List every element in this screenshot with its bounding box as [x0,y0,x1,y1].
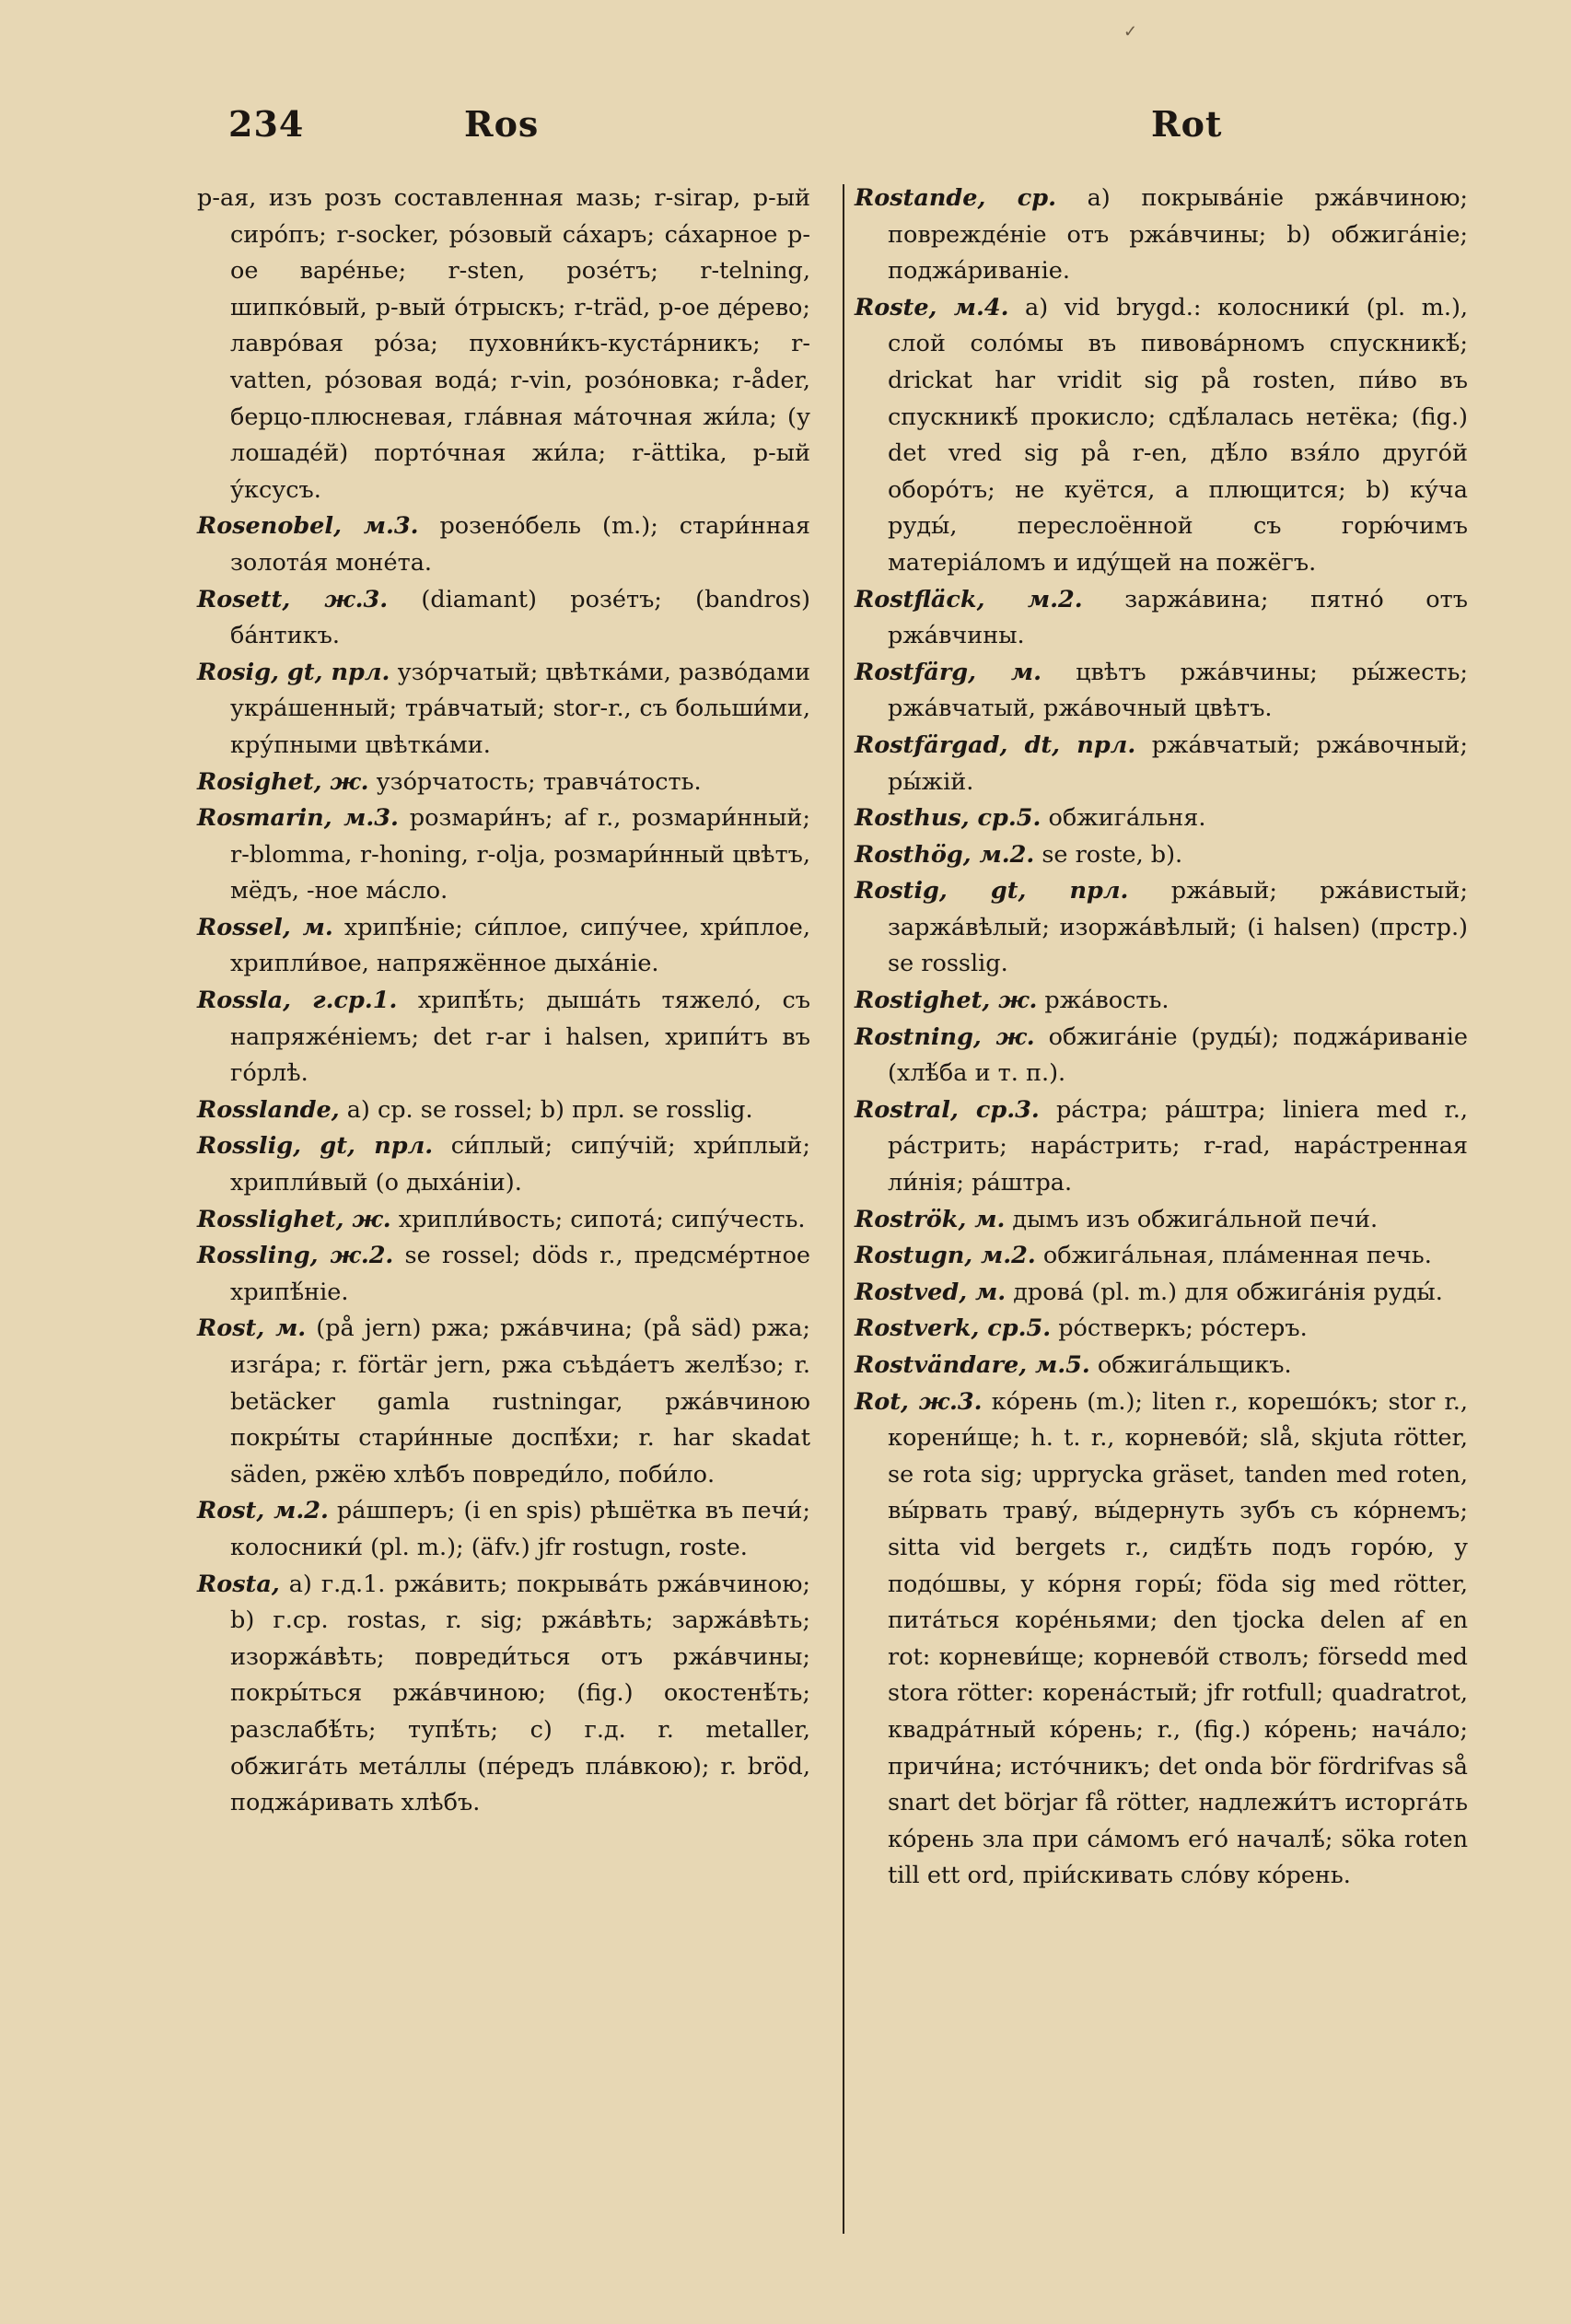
definition-text: обжига́льная, пла́менная печь. [1035,1242,1432,1270]
dictionary-entry [197,508,810,581]
definition-text: a) ср. se rossel; b) прл. se rosslig. [339,1095,753,1124]
dictionary-entry [197,181,810,508]
dictionary-entry [855,873,1468,983]
dictionary-entry [855,837,1468,874]
definition-text: заржа́вина; пятно́ отъ ржа́вчины. [888,585,1468,650]
definition-text: ра́шперъ; (i en spis) рѣшётка въ печи́; колосники́ (pl. m.); (äfv.) jfr rostugn, roste. [230,1497,810,1561]
page-number: 234 [228,103,305,145]
definition-text: a) покрыва́ніе ржа́вчиною; поврежде́ніе отъ ржа́вчины; b) обжига́ніе; поджа́риваніе. [888,184,1468,286]
dictionary-entry [197,1202,810,1239]
definition-text: розмари́нъ; af r., розмари́нный; r-blomma, r-honing, r-olja, розмари́нный цвѣтъ, мёдъ, -ное ма́сло. [230,804,811,905]
headword: Rostverk, ср.5. [855,1314,1052,1343]
dictionary-entry [197,1493,810,1566]
headword: Rosslighet, ж. [197,1205,391,1233]
headword: Rostighet, ж. [855,987,1038,1015]
right-guide-word: Rot [1151,103,1223,145]
headword: Rostfärg, м. [855,658,1042,686]
definition-text: a) г.д.1. ржа́вить; покрыва́ть ржа́вчиною; b) г.ср. rostas, r. sig; ржа́вѣть; заржа́вѣть; изоржа́вѣть; повреди́ться отъ ржа́вчины; покры́ться ржа́вчиною; (fig.) окостенѣ́ть; разслабѣ́ть; тупѣ́ть; c) г.д. r. metaller, обжига́ть мета́ллы (пе́редъ пла́вкою); r. bröd, поджа́ривать хлѣбъ. [230,1570,810,1817]
definition-text: ро́стверкъ; ро́стеръ. [1051,1314,1308,1343]
definition-text: ржа́вый; ржа́вистый; заржа́вѣлый; изоржа́вѣлый; (i halsen) (прстр.) se rosslig. [888,877,1468,978]
dictionary-entry [855,582,1468,655]
definition-text: обжига́льня. [1041,804,1206,833]
headword: Rost, м.2. [197,1497,329,1525]
headword: Rosighet, ж. [197,767,369,796]
headword: Rot, ж.3. [855,1387,983,1416]
dictionary-entry [197,655,810,765]
dictionary-entry [197,582,810,655]
headword: Rosig, gt, прл. [197,658,390,686]
dictionary-entry [855,1202,1468,1239]
dictionary-entry [855,1238,1468,1275]
definition-text: хрипли́вость; сипота́; сипу́честь. [390,1205,806,1233]
headword: Rostande, ср. [855,184,1056,212]
headword: Rossla, г.ср.1. [197,987,398,1015]
dictionary-entry [197,1238,810,1311]
headword: Rosthög, м.2. [855,840,1035,869]
headword: Rostig, gt, прл. [855,877,1129,905]
dictionary-entry [197,1567,810,1822]
dictionary-entry [855,1348,1468,1384]
headword: Rosenobel, м.3. [197,512,419,541]
definition-text: хрипѣ́ть; дыша́ть тяжело́, съ напряже́ніемъ; det r-ar i halsen, хрипи́тъ въ го́рлѣ. [230,987,810,1088]
margin-mark: ✓ [1123,22,1138,41]
headword: Rostvändare, м.5. [855,1351,1090,1379]
dictionary-entry [855,1275,1468,1312]
definition-text: se roste, b). [1034,840,1183,869]
dictionary-entry [855,983,1468,1020]
definition-text: цвѣтъ ржа́вчины; ры́жесть; ржа́вчатый, ржа́вочный цвѣтъ. [888,658,1469,723]
headword: Rostved, м. [855,1278,1007,1306]
headword: Rosett, ж.3. [197,585,389,613]
dictionary-entry [855,1020,1468,1092]
headword: Rosta, [197,1570,280,1598]
headword: Rostfläck, м.2. [855,585,1083,613]
left-column [197,181,810,1822]
definition-text: розено́бель (m.); стари́нная золота́я моне́та. [230,512,810,577]
dictionary-entry [197,765,810,801]
dictionary-entry [197,1092,810,1129]
column-divider [843,184,844,2234]
definition-text: ра́стра; ра́штра; liniera med r., ра́стрить; нара́стрить; r-rad, нара́стренная ли́нія; ра́штра. [888,1095,1468,1197]
headword: Rostral, ср.3. [855,1095,1040,1124]
definition-text: дрова́ (pl. m.) для обжига́нія руды́. [1006,1278,1443,1306]
headword: Rostugn, м.2. [855,1242,1036,1270]
dictionary-entry [855,728,1468,800]
definition-text: ржа́вчатый; ржа́вочный; ры́жій. [888,730,1468,796]
dictionary-entry [855,1311,1468,1348]
dictionary-entry [855,1092,1468,1202]
definition-text: ко́рень (m.); liten r., корешо́къ; stor r., корени́ще; h. t. r., корнево́й; slå, skjuta rötter, se rota sig; uppryckа gräset, tanden med roten, вы́рвать траву́, вы́дернуть зубъ съ ко́рнемъ; sitta vid bergets r., сидѣ́ть подъ горо́ю, у подо́швы, у ко́рня горы́; föda sig med rötter, пита́ться коре́ньями; den tjocka delen af en rot: корневи́ще; корнево́й стволъ; försedd med stora rötter: корена́стый; jfr rotfull; quadratrot, квадра́тный ко́рень; r., (fig.) ко́рень; нача́ло; причи́на; исто́чникъ; det onda bör fördrifvas så snart det börjar få rötter, надлежи́тъ исторга́ть ко́рень зла при са́момъ его́ началѣ́; söka roten till ett ord, пріи́скивать сло́ву ко́рень. [888,1387,1469,1890]
definition-text: se rossel; döds r., предсме́ртное хрипѣ́ніе. [230,1242,810,1306]
headword: Rosslig, gt, прл. [197,1132,434,1161]
headword: Rostning, ж. [855,1022,1035,1051]
definition-text: узо́рчатость; травча́тость. [368,767,702,796]
dictionary-entry [197,910,810,983]
headword: Rosmarin, м.3. [197,804,399,833]
definition-text: обжига́льщикъ. [1089,1351,1292,1379]
definition-text: хрипѣ́ніе; си́плое, сипу́чее, хри́плое, хрипли́вое, напряжённое дыха́ніе. [230,913,810,978]
dictionary-entry [855,290,1468,582]
headword: Rossling, ж.2. [197,1242,394,1270]
definition-text: (diamant) розе́тъ; (bandros) ба́нтикъ. [230,585,810,650]
definition-text: ржа́вость. [1037,987,1170,1015]
dictionary-entry [855,1384,1468,1895]
definition-text: дымъ изъ обжига́льной печи́. [1005,1205,1379,1233]
headword: Rosslande, [197,1095,340,1124]
dictionary-entry [855,181,1468,290]
definition-text: р-ая, изъ розъ составленная мазь; r-sirap, р-ый сиро́пъ; r-socker, ро́зовый са́харъ; са́харное р-ое варе́нье; r-sten, розе́тъ; r-telning, шипко́вый, р-вый о́трыскъ; r-träd, р-ое де́рево; лавро́вая ро́за; пуховни́къ-куста́рникъ; r-vatten, ро́зовая вода́; r-vin, розо́новка; r-åder, берцо-плюсневая, гла́вная ма́точная жи́ла; (у лошаде́й) порто́чная жи́ла; r-ättika, р-ый у́ксусъ. [197,184,810,504]
headword: Rostfärgad, dt, прл. [855,730,1136,759]
dictionary-entry [855,655,1468,728]
headword: Roströk, м. [855,1205,1006,1233]
dictionary-entry [197,800,810,910]
definition-text: си́плый; сипу́чій; хри́плый; хрипли́вый (о дыха́ніи). [230,1132,810,1197]
definition-text: узо́рчатый; цвѣтка́ми, разво́дами укра́шенный; тра́вчатый; stor-r., съ больши́ми, кру́пными цвѣтка́ми. [230,658,810,759]
dictionary-entry [197,983,810,1092]
definition-text: (på jern) ржа; ржа́вчина; (på säd) ржа; изга́ра; r. förtär jern, ржа съѣда́етъ желѣ́зо; r. betäcker gamla rustningar, ржа́вчиною покры́ты стари́нные доспѣ́хи; r. har skadat säden, ржёю хлѣбъ повреди́ло, поби́ло. [230,1314,810,1489]
left-guide-word: Ros [464,103,540,145]
definition-text: a) vid brygd.: колосники́ (pl. m.), слой соло́мы въ пивова́рномъ спускникѣ́; drickat har vridit sig på rosten, пи́во въ спускникѣ́ прокисло; сдѣ́лалась нетёка; (fig.) det vred sig på r-en, дѣ́ло взя́ло друго́й оборо́тъ; не куётся, а плющится; b) ку́ча руды́, переслоённой съ горю́чимъ матеріа́ломъ и иду́щей на пожёгъ. [888,293,1468,577]
dictionary-entry [197,1311,810,1493]
dictionary-entry [197,1128,810,1201]
headword: Rosthus, ср.5. [855,804,1042,833]
dictionary-entry [855,800,1468,837]
headword: Rost, м. [197,1314,307,1343]
headword: Roste, м.4. [855,293,1009,321]
definition-text: обжига́ніе (руды́); поджа́риваніе (хлѣ́ба и т. п.). [888,1022,1468,1088]
headword: Rossel, м. [197,913,333,941]
right-column [855,181,1468,1895]
